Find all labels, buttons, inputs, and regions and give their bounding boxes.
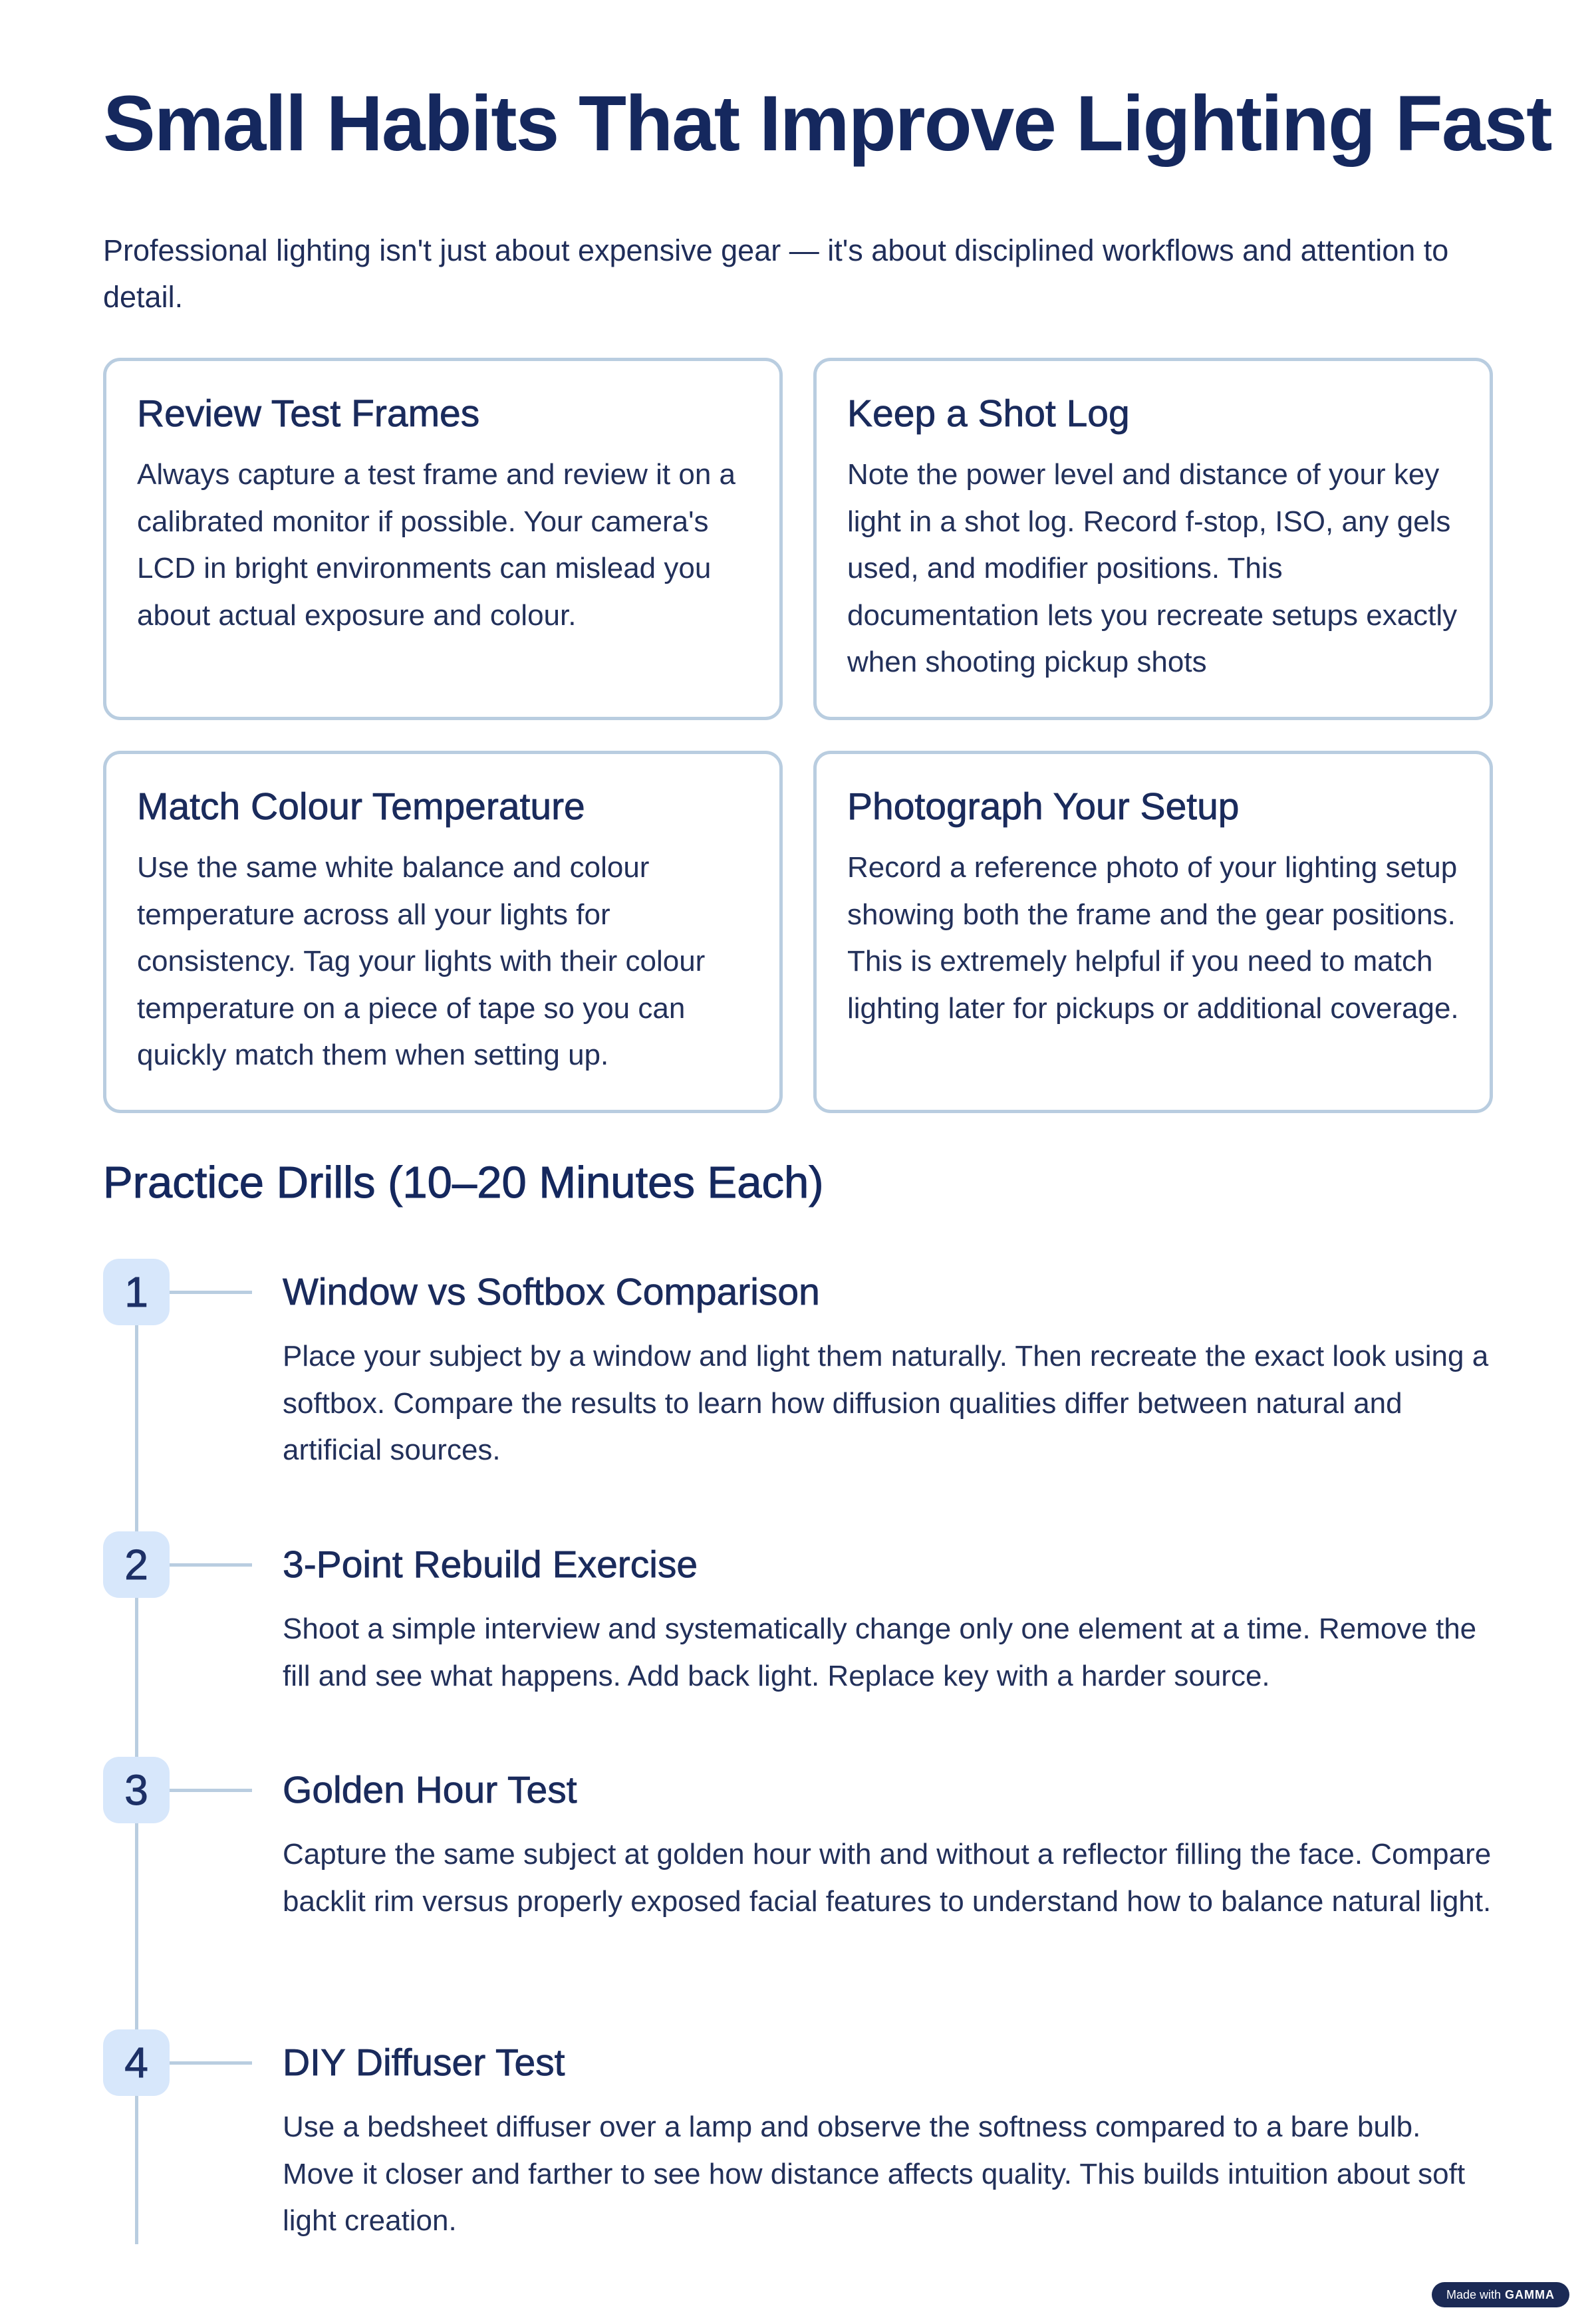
tip-card-keep-shot-log	[813, 358, 1493, 720]
tip-card-title: Review Test Frames	[137, 392, 480, 435]
step-connector	[170, 1563, 252, 1567]
tip-card-title: Photograph Your Setup	[847, 785, 1240, 828]
step-title: Golden Hour Test	[283, 1769, 577, 1811]
tip-card-body: Use the same white balance and colour temperature across all your lights for consistency. Tag your lights with their colour temperature on a piece of tape so you can quickly match them when setting up.	[137, 851, 706, 1071]
tip-card-photograph-setup	[813, 751, 1493, 1113]
step-connector	[170, 2061, 252, 2065]
tip-card-match-colour-temperature	[103, 751, 783, 1113]
tip-card-title: Match Colour Temperature	[137, 785, 585, 828]
step-body: Use a bedsheet diffuser over a lamp and observe the softness compared to a bare bulb. Move it closer and farther to see how distance affects quality. This builds intuition about soft light creation.	[283, 2111, 1466, 2237]
gamma-logo: GAMMA	[1505, 2288, 1555, 2301]
badge-prefix: Made with	[1446, 2288, 1501, 2301]
step-title: DIY Diffuser Test	[283, 2041, 565, 2084]
page-title: Small Habits That Improve Lighting Fast	[103, 80, 1551, 168]
step-body: Capture the same subject at golden hour with and without a reflector filling the face. Compare backlit rim versus properly exposed facial features to understand how to balance natural light.	[283, 1838, 1492, 1918]
step-number-badge: 4	[103, 2029, 170, 2096]
step-title: 3-Point Rebuild Exercise	[283, 1543, 698, 1586]
step-number-badge: 1	[103, 1259, 170, 1325]
step-body: Shoot a simple interview and systematically change only one element at a time. Remove the fill and see what happens. Add back light. Replace key with a harder source.	[283, 1612, 1477, 1692]
tip-card-body: Note the power level and distance of your key light in a shot log. Record f-stop, ISO, any gels used, and modifier positions. This documentation lets you recreate setups exactly when shooting pickup shots	[847, 458, 1458, 678]
drills-heading: Practice Drills (10–20 Minutes Each)	[103, 1158, 824, 1208]
step-connector	[170, 1789, 252, 1792]
tips-grid	[103, 358, 1493, 1113]
tip-card-body: Always capture a test frame and review it on a calibrated monitor if possible. Your camera's LCD in bright environments can mislead you about actual exposure and colour.	[137, 458, 735, 632]
tip-card-body: Record a reference photo of your lighting setup showing both the frame and the gear positions. This is extremely helpful if you need to match lighting later for pickups or additional coverage.	[847, 851, 1459, 1025]
step-connector	[170, 1291, 252, 1294]
step-number-badge: 2	[103, 1531, 170, 1598]
tip-card-review-test-frames	[103, 358, 783, 720]
step-number-badge: 3	[103, 1757, 170, 1823]
tip-card-title: Keep a Shot Log	[847, 392, 1130, 435]
step-body: Place your subject by a window and light them naturally. Then recreate the exact look using a softbox. Compare the results to learn how diffusion qualities differ between natural and artificial sources.	[283, 1340, 1489, 1466]
intro-paragraph: Professional lighting isn't just about expensive gear — it's about disciplined workflows and attention to detail.	[103, 233, 1449, 314]
made-with-gamma-badge[interactable]	[1432, 2282, 1569, 2307]
step-title: Window vs Softbox Comparison	[283, 1271, 820, 1313]
